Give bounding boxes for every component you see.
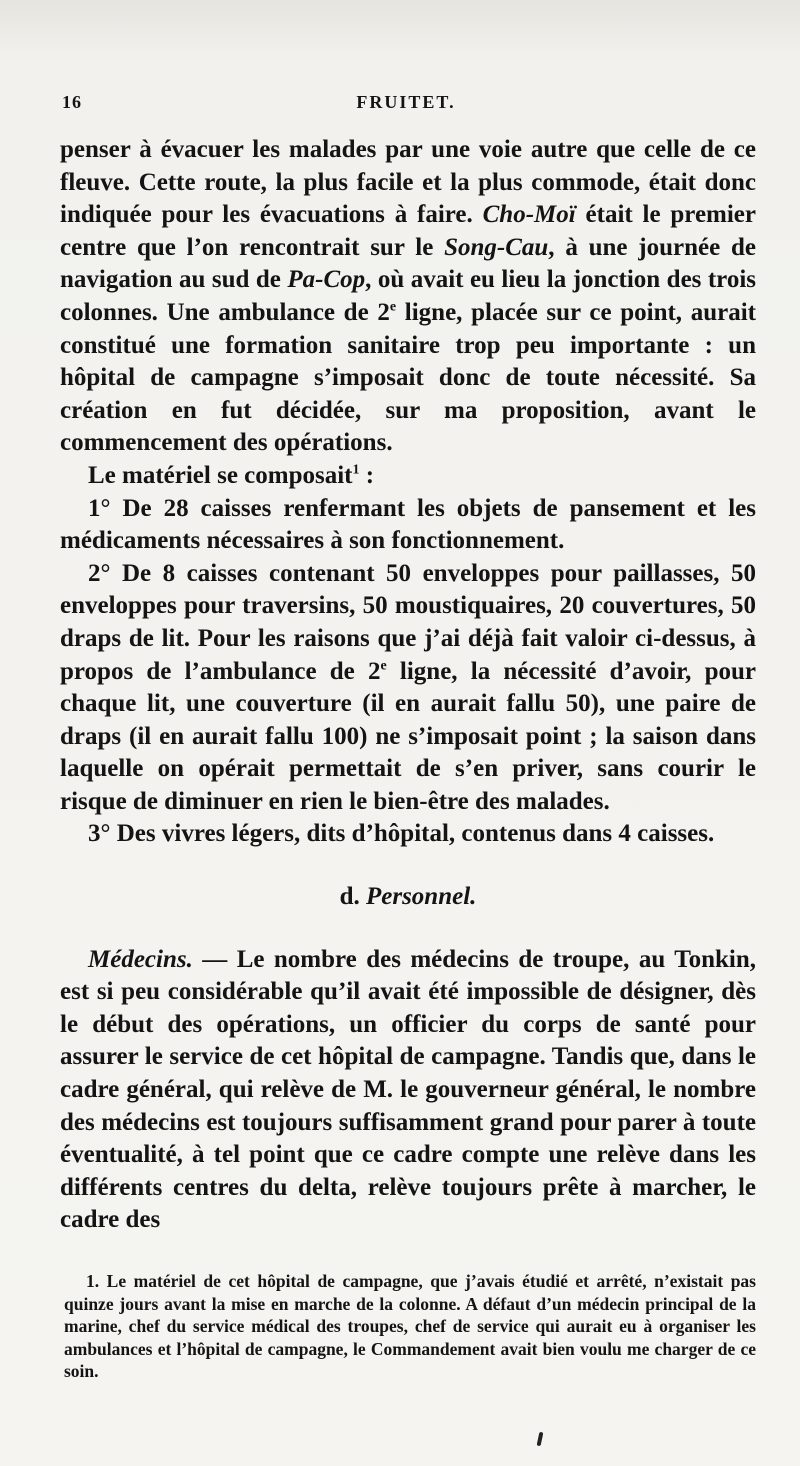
section-subheading bbox=[60, 881, 756, 914]
footnote-block bbox=[64, 1270, 756, 1383]
page-number: 16 bbox=[62, 92, 82, 112]
paragraphs-before bbox=[60, 134, 756, 851]
paragraph bbox=[60, 818, 756, 851]
superscript: 1 bbox=[352, 462, 360, 478]
italic-text: Cho-Moï bbox=[482, 201, 576, 229]
subheading-letter: d. bbox=[339, 883, 360, 911]
body-text bbox=[60, 134, 756, 1237]
footnote-1: 1. Le matériel de cet hôpital de campagne, que j’avais étudié et arrêté, n’existait pas quinze jours avant la mise en marche de la colonne. A défaut d’un médecin principal de la marine, chef du service médical des troupes, chef de service qui aurait eu à organiser les ambulances et l’hôpital de campagne, le Commandement avait bien voulu me charger de ce soin. bbox=[64, 1271, 756, 1381]
text-run: 1° De 28 caisses renfermant les objets de pansement et les médicaments nécessaires à son fonctionnement. bbox=[60, 494, 756, 555]
text-run: 2° De 8 caisses contenant 50 enveloppes pour paillasses, 50 enveloppes pour traversins, 50 moustiquaires, 20 couvertures, 50 draps de lit. Pour les raisons que j’ai déjà fait valoir ci-dessus, à propos de l’ambulance de 2 bbox=[60, 559, 756, 685]
paragraph bbox=[60, 558, 756, 819]
text-run: : bbox=[359, 461, 375, 489]
paragraphs-after bbox=[60, 944, 756, 1237]
running-title: FRUITET. bbox=[356, 92, 456, 112]
text-run: ligne, placée sur ce point, aurait constitué une formation sanitaire trop peu importante : un hôpital de campagne s’imposait donc de toute nécessité. Sa création en fut décidée, sur ma proposition, avant le commencement des opérations. bbox=[60, 298, 757, 457]
paragraph bbox=[60, 944, 756, 1237]
text-run: 3° Des vivres légers, dits d’hôpital, contenus dans 4 caisses. bbox=[88, 820, 715, 848]
text-run: était le premier centre que l’on rencontrait sur le bbox=[60, 201, 757, 261]
superscript: e bbox=[389, 299, 397, 315]
text-run: — Le nombre des médecins de troupe, au Tonkin, est si peu considérable qu’il avait été impossible de désigner, dès le début des opérations, un officier du corps de santé pour assurer le service de cet hôpital de campagne. Tandis que, dans le cadre général, qui relève de M. le gouverneur général, le nombre des médecins est toujours suffisamment grand pour parer à toute éventualité, à tel point que ce cadre compte une relève dans les différents centres du delta, relève toujours prête à marcher, le cadre des bbox=[60, 945, 756, 1234]
running-header bbox=[56, 92, 756, 120]
ink-mark bbox=[537, 1432, 544, 1447]
text-run: , à une journée de navigation au sud de bbox=[60, 233, 756, 294]
text-run: , où avait eu lieu la jonction des trois colonnes. Une ambulance de 2 bbox=[60, 266, 757, 326]
text-run: ligne, la nécessité d’avoir, pour chaque lit, une couverture (il en aurait fallu 50), une paire de draps (il en aurait fallu 100) ne s’imposait point ; la saison dans laquelle on opérait permettait de s’en priver, sans courir le risque de diminuer en rien le bien-être des malades. bbox=[60, 657, 756, 815]
superscript: e bbox=[380, 658, 387, 674]
text-run: Le matériel se composait bbox=[88, 461, 353, 489]
paragraph bbox=[60, 134, 756, 460]
paragraph bbox=[60, 460, 756, 493]
text-run: penser à évacuer les malades par une voie autre que celle de ce fleuve. Cette route, la plus facile et la plus commode, était donc indiquée pour les évacuations à faire. bbox=[60, 136, 756, 229]
subheading-title: Personnel. bbox=[365, 883, 477, 911]
italic-text: Médecins. bbox=[88, 945, 193, 973]
paragraph bbox=[60, 493, 756, 558]
italic-text: Pa-Cop bbox=[287, 266, 366, 294]
italic-text: Song-Cau bbox=[444, 233, 549, 261]
